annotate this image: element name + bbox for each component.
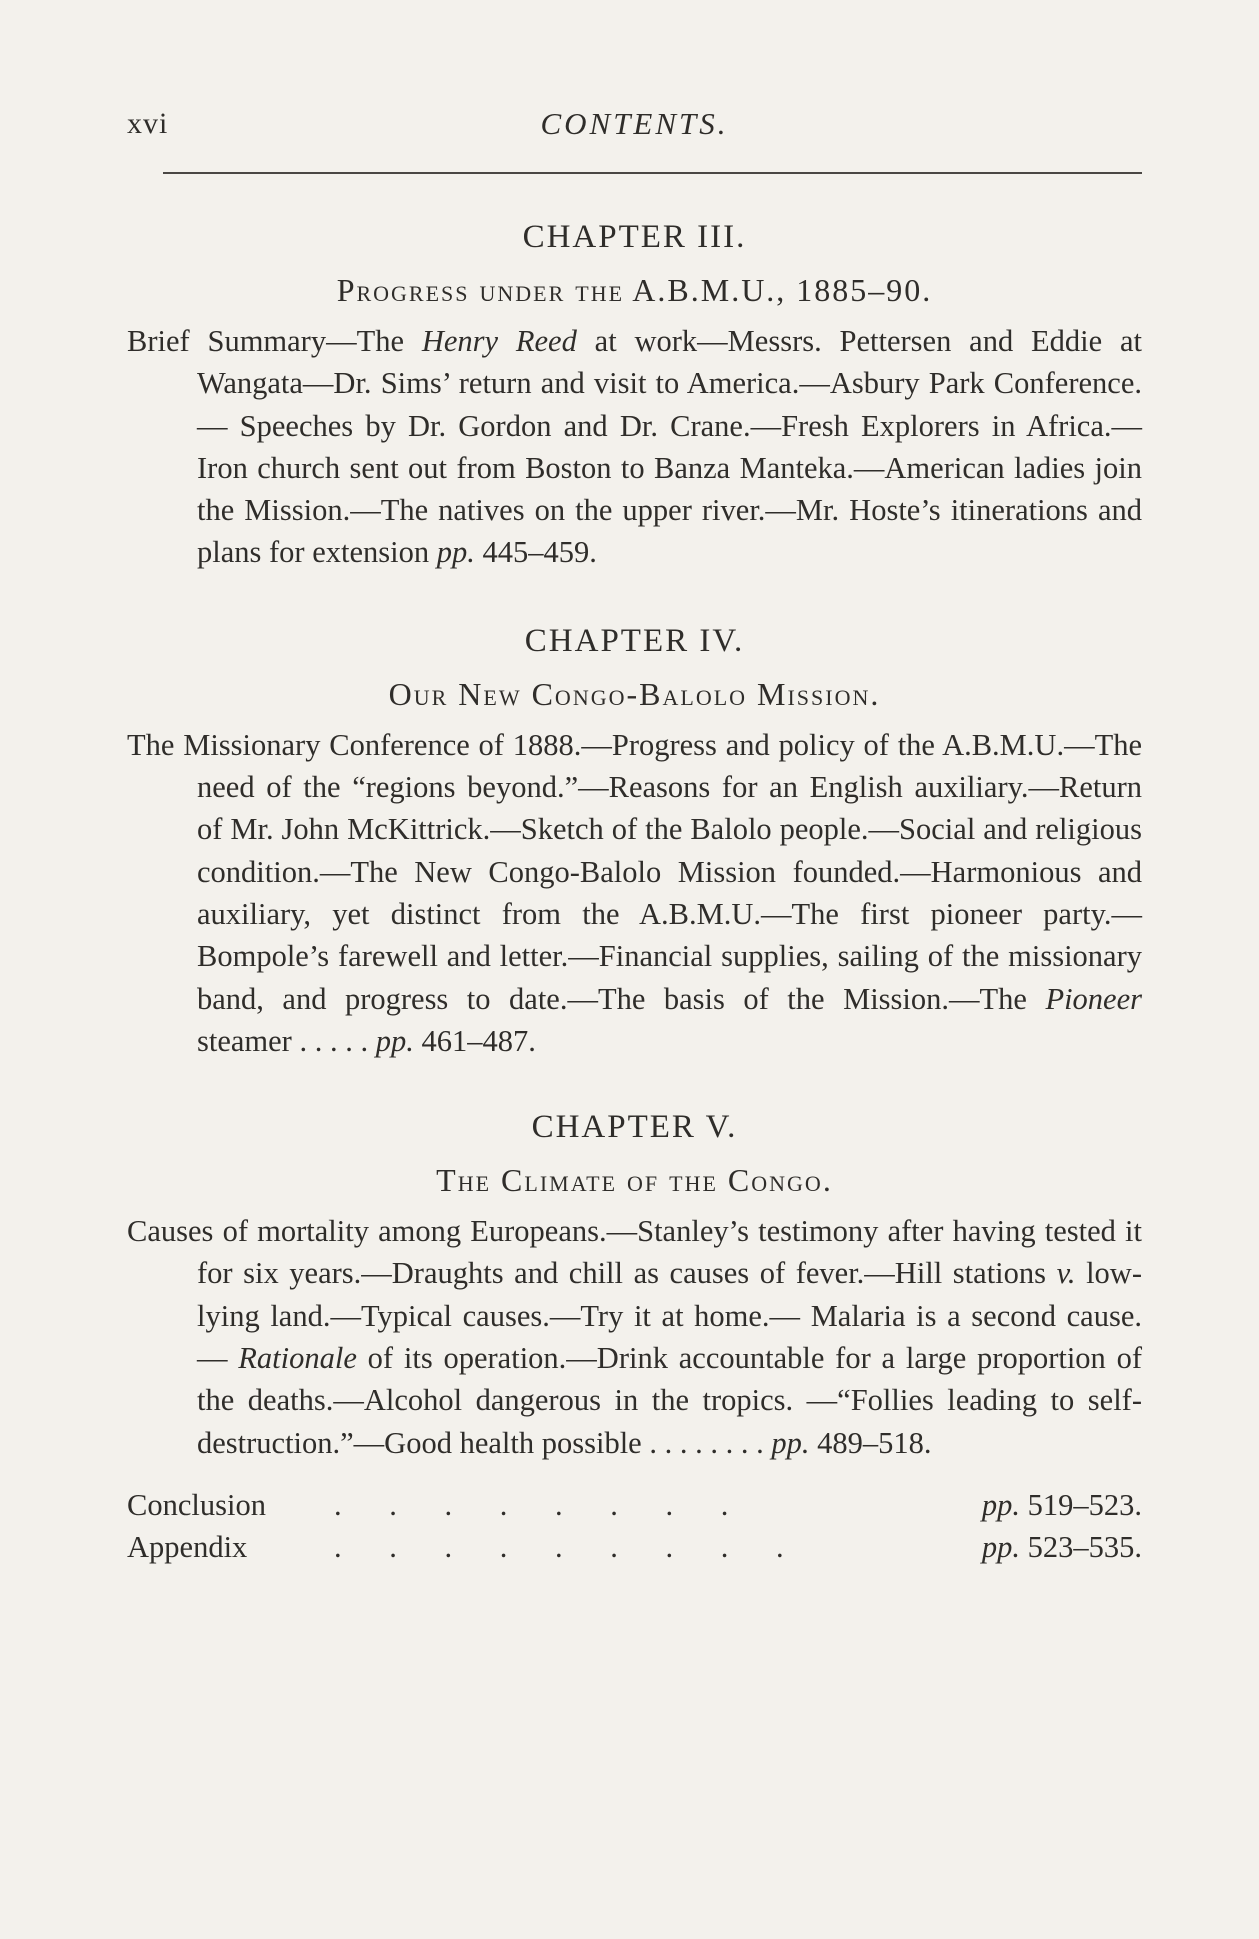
entry-label: Conclusion	[127, 1487, 266, 1522]
page-numbers: 461–487.	[421, 1023, 536, 1058]
chapter-4	[127, 618, 1142, 1062]
summary-text: at work—Messrs. Pettersen and Eddie at Wangata—Dr. Sims’ return and visit to America.—Asbury Park Conference.— Speeches by Dr. Gordon and Dr. Crane.—Fresh Explorers in Africa.—Iron church sent out from Boston to Banza Manteka.—American ladies join the Mission.—The natives on the upper river.—Mr. Hoste’s itinerations and plans for extension	[197, 324, 1142, 570]
pp-abbrev: pp.	[771, 1425, 810, 1460]
summary-italic: Henry Reed	[421, 324, 577, 358]
page-numbers: 519–523.	[1027, 1487, 1142, 1522]
chapter-summary	[127, 724, 1142, 1062]
page-range	[376, 1024, 536, 1058]
chapter-3	[127, 214, 1142, 574]
pp-abbrev: pp.	[375, 1023, 414, 1058]
pp-abbrev: pp.	[436, 535, 475, 570]
toc-entry-appendix	[127, 1526, 1142, 1568]
summary-text: low-lying land.—Typical causes.—Try it at home.— Malaria is a second cause.—	[197, 1256, 1142, 1376]
toc-entry-conclusion	[127, 1484, 1142, 1526]
pp-abbrev: pp.	[981, 1529, 1020, 1564]
chapter-title: Our New Congo-Balolo Mission.	[388, 675, 881, 712]
dot-leader: . . . . . . . . .	[334, 1529, 804, 1564]
page-range	[982, 1526, 1142, 1568]
page-range	[982, 1484, 1142, 1526]
chapter-summary	[127, 1210, 1142, 1464]
page-numbers: 445–459.	[482, 535, 597, 570]
dot-leader: . . . . . . . .	[334, 1487, 749, 1522]
entry-label: Appendix	[127, 1529, 248, 1564]
summary-text: Causes of mortality among Europeans.—Stanley’s testimony after having tested it for six years.—Draughts and chill as causes of fever.—Hill stations	[127, 1214, 1142, 1291]
chapter-label: CHAPTER IV.	[524, 622, 745, 659]
page-number: xvi	[127, 107, 169, 140]
chapter-label: CHAPTER V.	[531, 1109, 738, 1146]
dot-leader: . . . . . . . .	[641, 1425, 772, 1460]
dot-leader: . . . . .	[291, 1023, 376, 1058]
summary-text: of its operation.—Drink accountable for a large proportion of the deaths.—Alcohol dangerous in the tropics. —“Follies leading to self-destruction.”—Good health possible	[197, 1341, 1142, 1460]
page-numbers: 523–535.	[1027, 1529, 1142, 1564]
contents-body	[127, 214, 1142, 1568]
summary-text: Brief Summary—The	[127, 324, 422, 358]
chapter-summary	[127, 320, 1142, 574]
summary-italic: v.	[1056, 1256, 1076, 1291]
chapter-title: The Climate of the Congo.	[436, 1162, 833, 1199]
chapter-5	[127, 1104, 1142, 1464]
chapter-title: Progress under the A.B.M.U., 1885–90.	[336, 272, 933, 308]
chapter-label: CHAPTER III.	[522, 219, 747, 255]
page-range	[437, 535, 597, 569]
page-range	[771, 1426, 931, 1460]
summary-text: steamer	[197, 1023, 292, 1058]
running-title: CONTENTS.	[540, 106, 729, 141]
summary-italic: Pioneer	[1045, 981, 1142, 1016]
summary-italic: Rationale	[238, 1341, 357, 1376]
pp-abbrev: pp.	[981, 1487, 1020, 1522]
summary-text: The Missionary Conference of 1888.—Progress and policy of the A.B.M.U.—The need of the “regions beyond.”—Reasons for an English auxiliary.—Return of Mr. John McKittrick.—Sketch of the Balolo people.—Social and religious condition.—The New Congo-Balolo Mission founded.—Harmonious and auxiliary, yet distinct from the A.B.M.U.—The first pioneer party.—Bompole’s farewell and letter.—Financial supplies, sailing of the missionary band, and progress to date.—The basis of the Mission.—The	[127, 727, 1142, 1016]
page-numbers: 489–518.	[817, 1425, 932, 1460]
header-rule	[163, 172, 1142, 174]
